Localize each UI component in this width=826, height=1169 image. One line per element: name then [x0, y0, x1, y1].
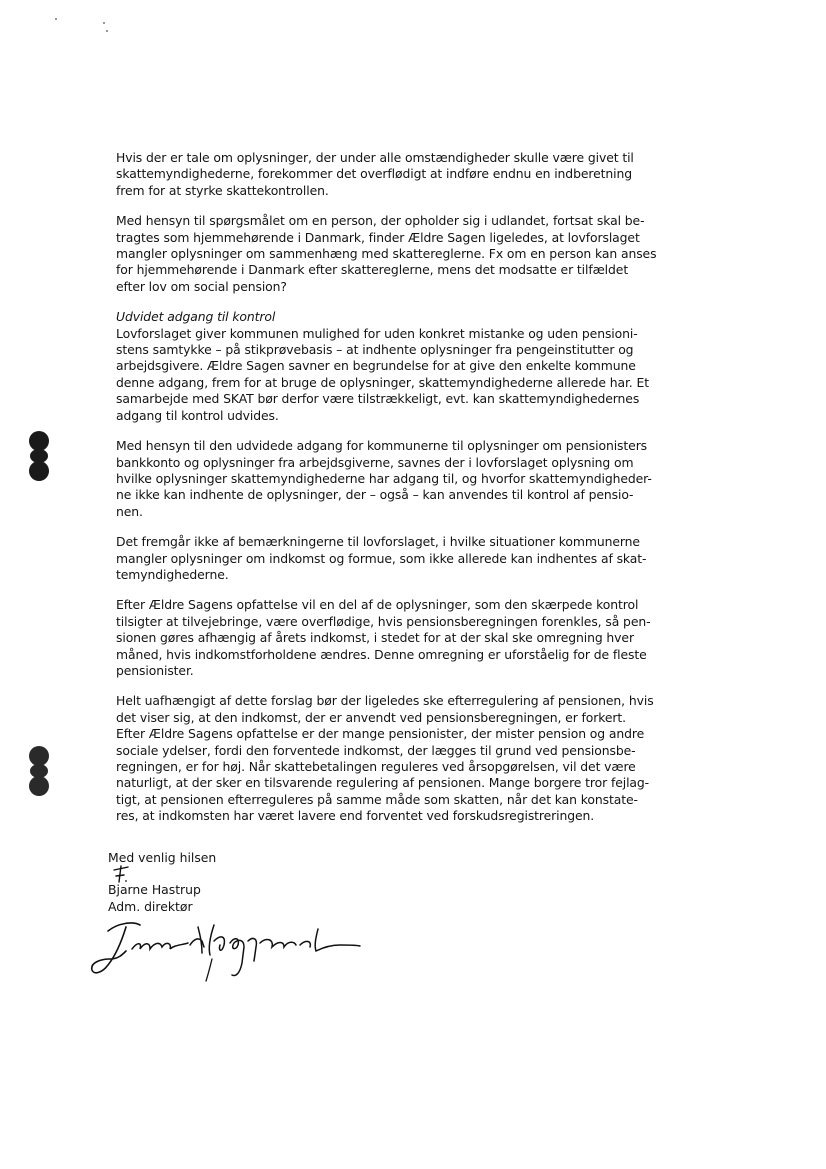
text-line: arbejdsgivere. Ældre Sagen savner en begrundelse for at give den enkelte kommune	[116, 358, 636, 374]
text-line: nen.	[116, 503, 143, 519]
punch-hole-icon	[26, 430, 52, 482]
text-line: regningen, er for høj. Når skattebetalingen reguleres ved årsopgørelsen, vil det være	[116, 759, 636, 774]
paragraph	[116, 213, 704, 295]
scan-speck	[106, 30, 108, 32]
paragraph	[116, 534, 704, 583]
scan-speck	[55, 18, 57, 20]
text-line: Efter Ældre Sagens opfattelse er der mange pensionister, der mister pension og andre	[116, 726, 645, 742]
text-line: tigt, at pensionen efterreguleres på samme måde som skatten, når det kan konstate-	[116, 791, 638, 807]
paragraph	[116, 309, 704, 424]
text-line: Efter Ældre Sagens opfattelse vil en del af de oplysninger, som den skærpede kontrol	[116, 597, 639, 613]
paragraph	[116, 597, 704, 679]
text-line: for hjemmehørende i Danmark efter skattereglerne, mens det modsatte er tilfældet	[116, 262, 629, 278]
paragraph	[116, 150, 704, 199]
text-line: Det fremgår ikke af bemærkningerne til lovforslaget, i hvilke situationer kommunerne	[116, 534, 640, 550]
text-line: adgang til kontrol udvides.	[116, 407, 279, 423]
text-line: stens samtykke – på stikprøvebasis – at indhente oplysninger fra pengeinstitutter og	[116, 342, 634, 358]
text-line: måned, hvis indkomstforholdene ændres. Denne omregning er uforståelig for de fleste	[116, 646, 647, 662]
punch-hole-icon	[26, 745, 52, 797]
text-line: Lovforslaget giver kommunen mulighed for uden konkret mistanke og uden pensioni-	[116, 325, 638, 341]
section-heading: Udvidet adgang til kontrol	[116, 309, 276, 325]
text-line: frem for at styrke skattekontrollen.	[116, 182, 329, 198]
text-line: temyndighederne.	[116, 566, 229, 582]
text-line: skattemyndighederne, forekommer det overflødigt at indføre endnu en indberetning	[116, 166, 632, 182]
signature-icon	[78, 915, 368, 985]
handwritten-initial-icon	[112, 862, 132, 886]
text-line: sociale ydelser, fordi den forventede indkomst, der lægges til grund ved pensionsbe-	[116, 742, 636, 758]
text-line: bankkonto og oplysninger fra arbejdsgiverne, savnes der i lovforslaget oplysning om	[116, 454, 634, 470]
text-line: det viser sig, at den indkomst, der er anvendt ved pensionsberegningen, er forkert.	[116, 709, 627, 725]
closing-greeting: Med venlig hilsen	[108, 850, 217, 865]
signer-name: Bjarne Hastrup	[108, 882, 201, 898]
text-line: hvilke oplysninger skattemyndighederne har adgang til, og hvorfor skattemyndigheder-	[116, 470, 652, 486]
text-line: mangler oplysninger om indkomst og formue, som ikke allerede kan indhentes af skat-	[116, 550, 647, 566]
text-line: Helt uafhængigt af dette forslag bør der ligeledes ske efterregulering af pensionen, hvis	[116, 693, 654, 709]
paragraph	[116, 438, 704, 520]
scan-speck	[103, 22, 105, 24]
text-line: Med hensyn til den udvidede adgang for kommunerne til oplysninger om pensionisters	[116, 438, 648, 454]
text-line: naturligt, at der sker en tilsvarende regulering af pensionen. Mange borgere tror fejlag-	[116, 775, 650, 791]
text-line: tragtes som hjemmehørende i Danmark, finder Ældre Sagen ligeledes, at lovforslaget	[116, 229, 640, 245]
text-line: samarbejde med SKAT bør derfor være tilstrækkeligt, evt. kan skattemyndighedernes	[116, 391, 640, 407]
text-line: denne adgang, frem for at bruge de oplysninger, skattemyndighederne allerede har. Et	[116, 374, 649, 390]
text-line: Med hensyn til spørgsmålet om en person, der opholder sig i udlandet, fortsat skal be-	[116, 213, 645, 229]
signer-title: Adm. direktør	[108, 898, 193, 914]
text-line: Hvis der er tale om oplysninger, der under alle omstændigheder skulle være givet til	[116, 150, 634, 165]
text-line: mangler oplysninger om sammenhæng med skattereglerne. Fx om en person kan anses	[116, 246, 657, 262]
letter-body	[116, 150, 704, 839]
text-line: tilsigter at tilvejebringe, være overflødige, hvis pensionsberegningen forenkles, så pen-	[116, 613, 651, 629]
text-line: ne ikke kan indhente de oplysninger, der – også – kan anvendes til kontrol af pensio-	[116, 487, 634, 503]
paragraph	[116, 693, 704, 824]
text-line: efter lov om social pension?	[116, 278, 287, 294]
text-line: sionen gøres afhængig af årets indkomst, i stedet for at der skal ske omregning hver	[116, 630, 634, 646]
text-line: pensionister.	[116, 662, 194, 678]
text-line: res, at indkomsten har været lavere end forventet ved forskudsregistreringen.	[116, 808, 595, 824]
